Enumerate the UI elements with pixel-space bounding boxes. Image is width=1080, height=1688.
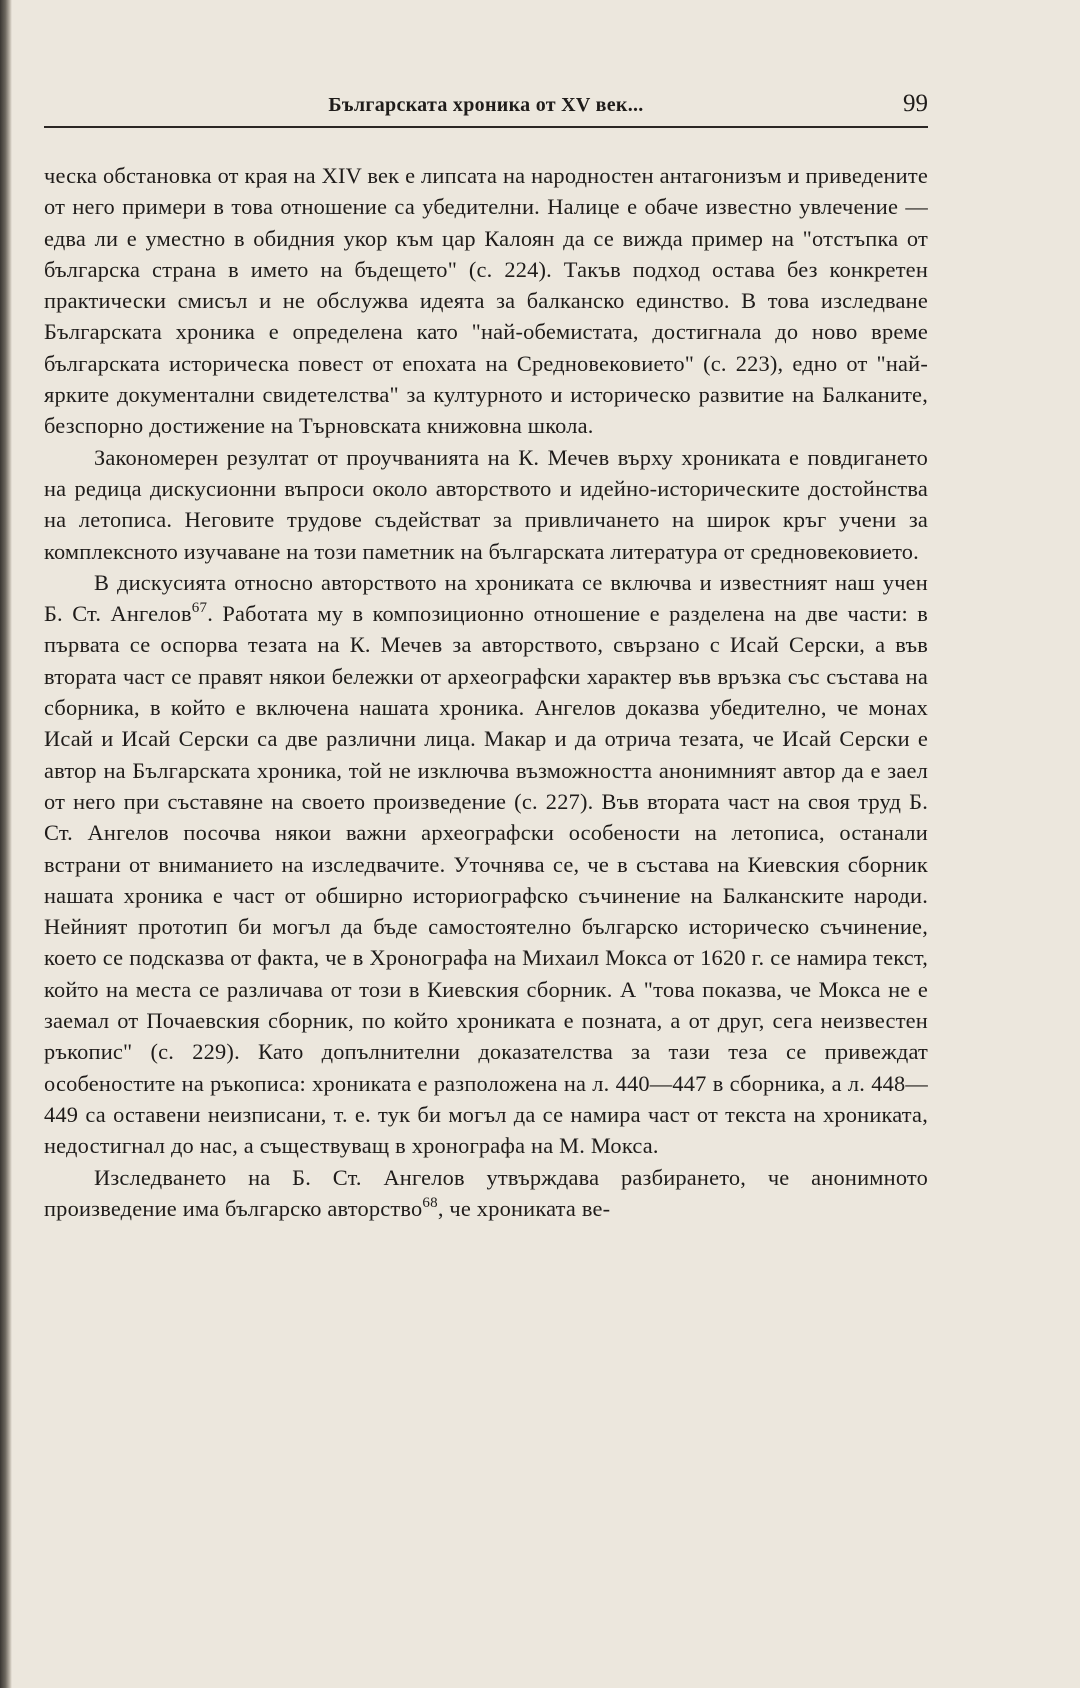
footnote-ref-68: 68	[422, 1194, 438, 1211]
footnote-ref-67: 67	[191, 600, 208, 617]
book-spine-shadow	[0, 0, 12, 1688]
paragraph-3-text-after: . Работата му в композиционно отношение е разделена на две части: в първата се оспорва тезата на К. Мечев за авторството, свързано с Исай Серски, а във втората част се правят някои бележки от археографски характер във връзка със състава на сборника, в който е включена нашата хроника. Ангелов доказва убедително, че монах Исай и Исай Серски са две различни лица. Макар и да отрича тезата, че Исай Серски е автор на Българската хроника, той не изключва възможността анонимният автор да е заел от него при съставяне на своето произведение (с. 227). Във втората част на своя труд Б. Ст. Ангелов посочва някои важни археографски особености на летописа, останали встрани от вниманието на изследвачите. Уточнява се, че в състава на Киевския сборник нашата хроника е част от обширно историографско съчинение на Балканските народи. Нейният прототип би могъл да бъде самостоятелно българско историческо съчинение, което се подсказва от факта, че в Хронографа на Михаил Мокса от 1620 г. се намира текст, който на места се различава от този в Киевския сборник. А "това показва, че Мокса не е заемал от Почаевския сборник, по който хрониката е позната, а от друг, сега неизвестен ръкопис" (с. 229). Като допълнителни доказателства за тази теза се привеждат особеностите на ръкописа: хрониката е разположена на л. 440—447 в сборника, а л. 448—449 са оставени неизписани, т. е. тук би могъл да се намира част от текста на хрониката, недостигнал до нас, а съществуващ в хронографа на М. Мокса.	[44, 601, 928, 1159]
paragraph-2: Закономерен резултат от проучванията на К. Мечев върху хрониката е повдигането на редица дискусионни въпроси около авторството и идейно-историческите достойнства на летописа. Неговите трудове съдействат за привличането на широк кръг учени за комплексното изучаване на този паметник на българската литература от средновековието.	[44, 444, 928, 564]
page-number: 99	[903, 90, 928, 117]
paragraph-4-text-after: , че хрониката ве-	[437, 1195, 611, 1221]
paragraph-4	[44, 1162, 928, 1225]
paragraph-4-text-before: Изследването на Б. Ст. Ангелов утвърждава разбирането, че анонимното произведение има българско авторство	[44, 1164, 928, 1221]
page-header	[44, 86, 928, 128]
paragraph-1: ческа обстановка от края на XIV век е липсата на народностен антагонизъм и приведените от него примери в това отношение са убедителни. Налице е обаче известно увлечение — едва ли е уместно в обидния укор към цар Калоян да се вижда пример на "отстъпка от българска страна в името на бъдещето" (с. 224). Такъв подход остава без конкретен практически смисъл и не обслужва идеята за балканско единство. В това изследване Българската хроника е определена като "най-обемистата, достигнала до ново време българската историческа повест от епохата на Средновековието" (с. 223), едно от "най-ярките документални свидетелства" за културното и историческо развитие на Балканите, безспорно достижение на Търновската книжовна школа.	[44, 163, 928, 439]
body-text	[44, 160, 928, 1224]
running-title: Българската хроника от XV век...	[328, 94, 644, 116]
paragraph-3-text-before: В дискусията относно авторството на хрониката се включва и известният наш учен Б. Ст. Ангелов	[44, 569, 928, 627]
paragraph-3	[44, 567, 928, 1162]
